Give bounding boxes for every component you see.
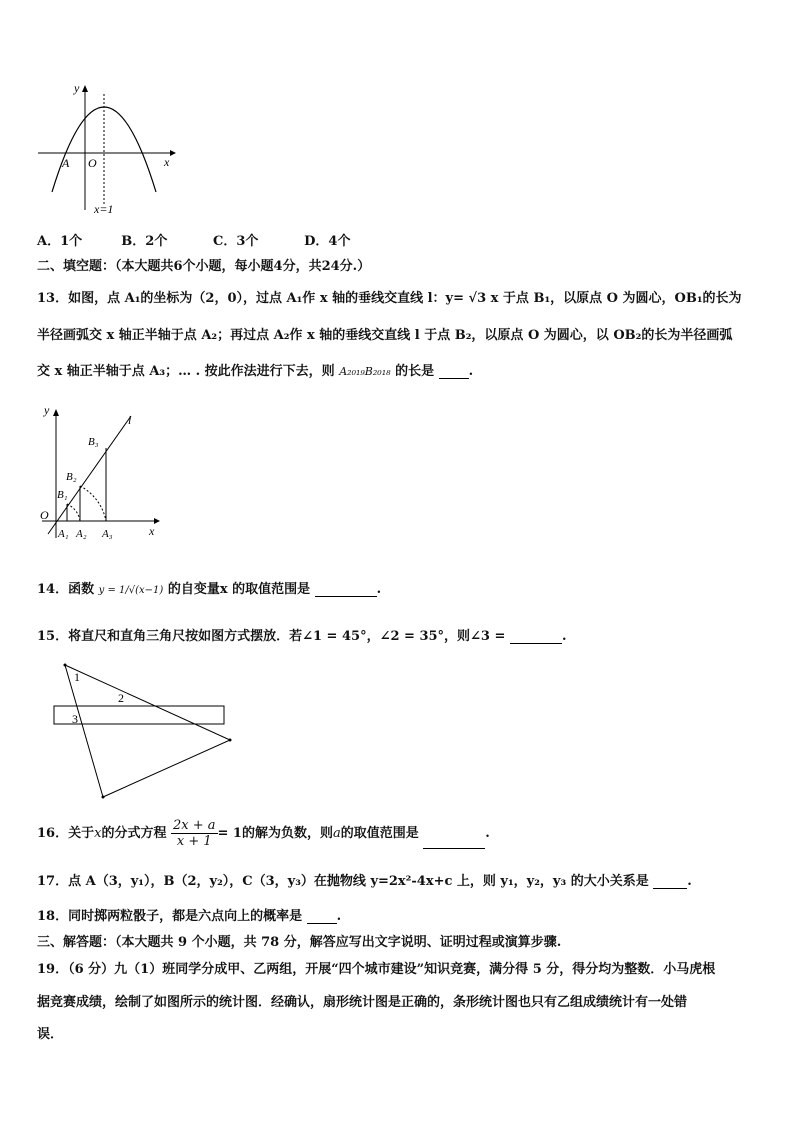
q16-numerator: 2x + a — [172, 818, 216, 833]
fig3-angle-1: 1 — [74, 670, 80, 684]
fig1-x-label: x — [164, 155, 170, 169]
fig1-y-label: y — [74, 81, 80, 95]
fig2-a1: A₁ — [58, 528, 69, 540]
q15 — [37, 625, 566, 644]
q17-end: . — [687, 874, 692, 889]
q18-answer-blank[interactable] — [307, 911, 337, 924]
q17 — [37, 870, 692, 889]
fig2-a2: A₂ — [76, 528, 87, 540]
q14-end: . — [376, 582, 382, 597]
q16-end: . — [485, 826, 490, 841]
fig2-x-label: x — [149, 524, 155, 538]
section-2-heading: 二、填空题：（本大题共6个小题，每小题4分，共24分.） — [37, 259, 371, 274]
option-b[interactable]: B．2个 — [121, 234, 168, 249]
fig2-a3: A₃ — [102, 528, 113, 540]
q14 — [37, 578, 381, 597]
q14-b: 的自变量 — [167, 582, 220, 597]
parabola-figure — [36, 80, 176, 215]
line-arc-figure — [36, 402, 166, 544]
q13-end: . — [468, 364, 474, 379]
q16-avar: a — [332, 826, 341, 841]
q13-arc-label: A₂₀₁₉B₂₀₁₈ — [339, 365, 391, 378]
q13-line3 — [37, 360, 473, 379]
q16-a: 16．关于 — [37, 826, 95, 841]
q16-c: = 1的解为负数，则 — [217, 826, 333, 841]
section-3-heading: 三、解答题：（本大题共 9 个小题，共 78 分，解答应写出文字说明、证明过程或演算步骤. — [37, 935, 562, 950]
q19-line2: 据竞赛成绩，绘制了如图所示的统计图．经确认，扇形统计图是正确的，条形统计图也只有乙组成绩统计有一处错 — [37, 995, 688, 1010]
fig2-y-label: y — [44, 403, 50, 417]
q15-end: . — [561, 629, 567, 644]
q12-options — [37, 230, 350, 249]
q14-a: 14．函数 — [37, 582, 95, 597]
q18-end: . — [336, 909, 342, 924]
q17-text: 17．点 A（3，y₁），B（2，y₂），C（3，y₃）在抛物线 y=2x²-4x+c 上，则 y₁，y₂，y₃ 的大小关系是 — [37, 874, 649, 889]
q16-var: x — [94, 826, 102, 841]
q17-answer-blank[interactable] — [653, 876, 687, 889]
q18 — [37, 905, 341, 924]
q14-c: x 的取值范围是 — [219, 582, 311, 597]
q15-answer-blank[interactable] — [510, 631, 562, 644]
q16-fraction — [171, 818, 218, 849]
q13-line1: 13．如图，点 A₁的坐标为（2，0），过点 A₁作 x 轴的垂线交直线 l：y= √3 x 于点 B₁，以原点 O 为圆心，OB₁的长为 — [37, 291, 742, 306]
fig3-angle-3: 3 — [72, 712, 78, 726]
q19-line3: 误． — [37, 1027, 64, 1042]
q19-line1: 19．（6 分）九（1）班同学分成甲、乙两组，开展“四个城市建设”知识竞赛，满分得 5 分，得分均为整数．小马虎根 — [37, 962, 716, 977]
q16-denominator: x + 1 — [176, 834, 212, 849]
option-c[interactable]: C．3个 — [213, 234, 259, 249]
fig2-origin: O — [40, 508, 49, 522]
fig1-origin: O — [88, 156, 97, 170]
q16-answer-blank[interactable] — [423, 836, 485, 849]
fig2-b2: B₂ — [66, 471, 77, 483]
q16-d: 的取值范围是 — [340, 826, 419, 841]
q16-b: 的分式方程 — [101, 826, 167, 841]
fig1-point-a: A — [62, 156, 70, 170]
ruler-triangle-figure — [50, 658, 240, 804]
option-a[interactable]: A．1个 — [37, 234, 83, 249]
fig3-angle-2: 2 — [118, 691, 124, 705]
q13-answer-blank[interactable] — [439, 366, 469, 379]
fig2-b1: B₁ — [57, 489, 68, 501]
q13-line3-a: 交 x 轴正半轴于点 A₃；… . 按此作法进行下去，则 — [37, 364, 335, 379]
q13-line2: 半径画弧交 x 轴正半轴于点 A₂；再过点 A₂作 x 轴的垂线交直线 l 于点 B₂，以原点 O 为圆心，以 OB₂的长为半径画弧 — [37, 328, 733, 343]
fig1-axis-label: x=1 — [94, 202, 114, 215]
q14-answer-blank[interactable] — [315, 584, 377, 597]
fig2-b3: B₃ — [88, 436, 99, 448]
fig2-line-label: l — [128, 413, 132, 427]
option-d[interactable]: D．4个 — [304, 234, 351, 249]
q14-function: y = 1/√(x−1) — [98, 585, 164, 596]
q13-line3-b: 的长是 — [395, 364, 435, 379]
q16 — [37, 818, 490, 849]
q18-text: 18．同时掷两粒骰子，都是六点向上的概率是 — [37, 909, 303, 924]
q15-text: 15．将直尺和直角三角尺按如图方式摆放．若∠1 = 45°，∠2 = 35°，则∠3 = — [37, 629, 506, 644]
